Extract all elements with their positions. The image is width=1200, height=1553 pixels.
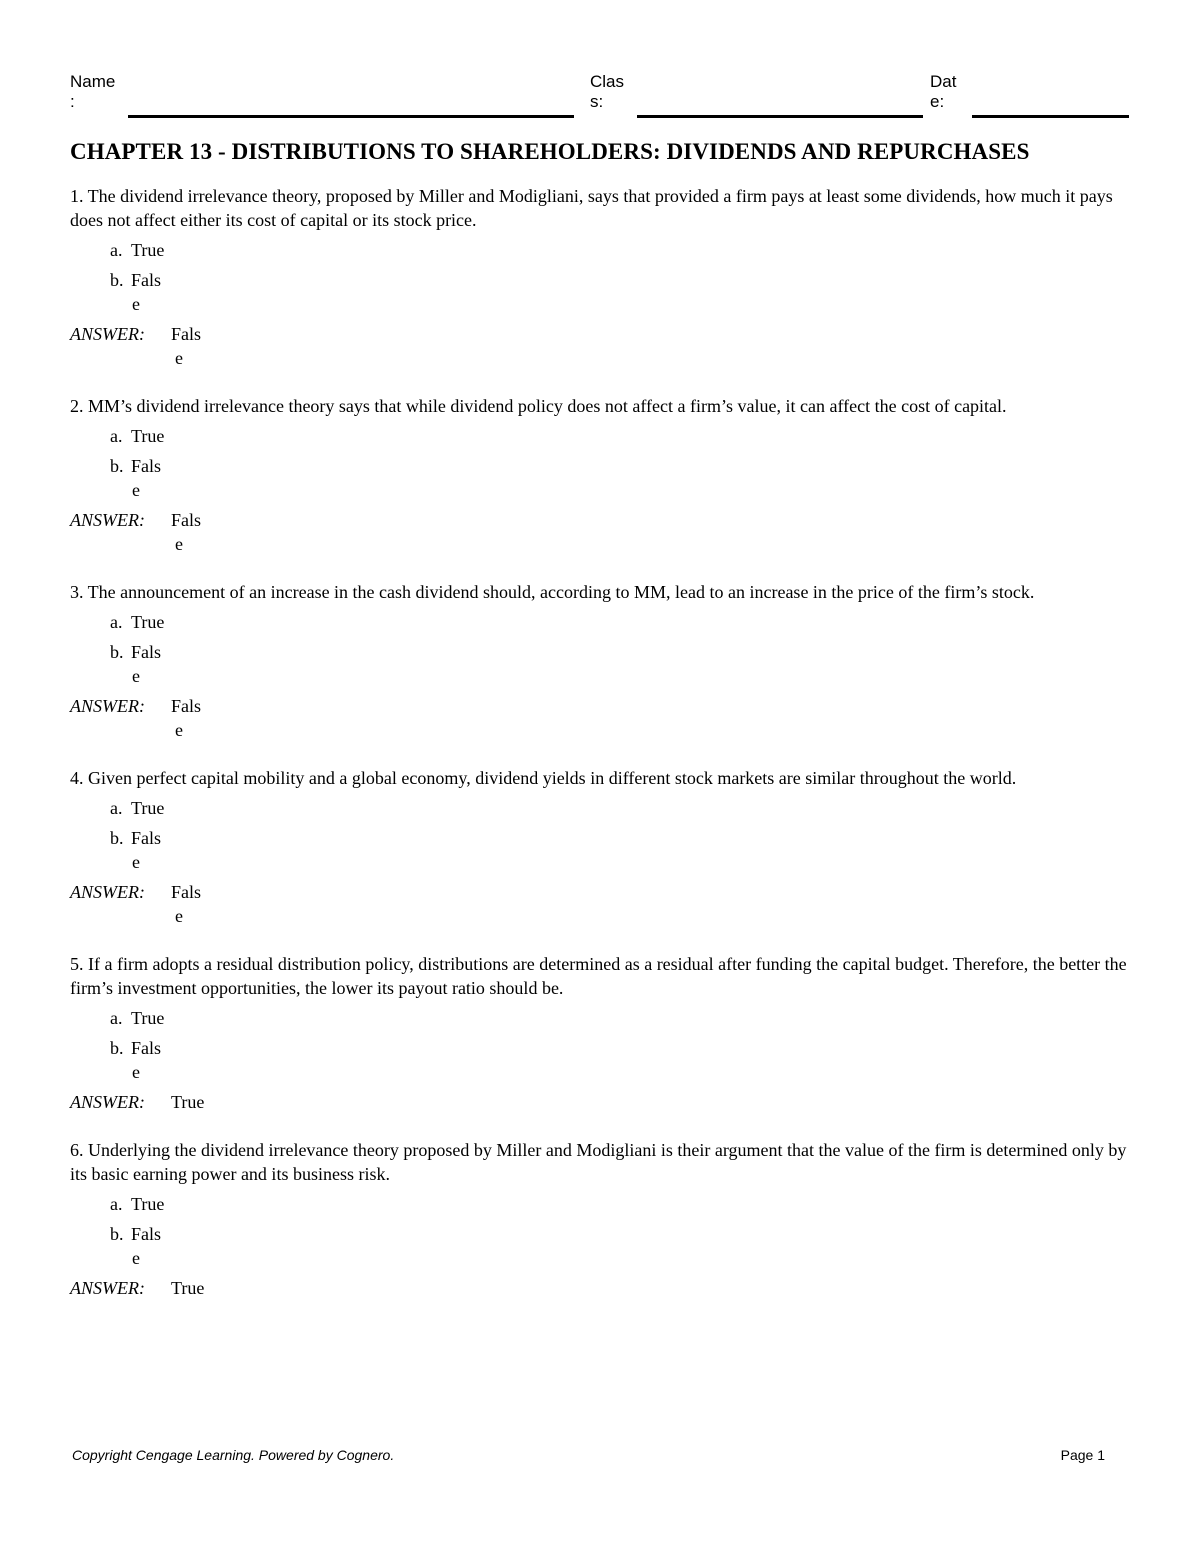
option-b-text: Fals bbox=[131, 828, 162, 848]
answer-label: ANSWER: bbox=[70, 1278, 145, 1298]
option-b-text-wrap: e bbox=[132, 852, 140, 872]
option-b-text: Fals bbox=[131, 642, 162, 662]
question-1 bbox=[70, 184, 1130, 370]
question-text: 2. MM’s dividend irrelevance theory says that while dividend policy does not affect a firm’s value, it can affect the cost of capital. bbox=[70, 396, 1007, 416]
answer-label: ANSWER: bbox=[70, 510, 145, 530]
date-field-label bbox=[930, 72, 956, 112]
answer-value: True bbox=[171, 1092, 205, 1112]
answer-value-wrap: e bbox=[175, 720, 183, 740]
answer-line bbox=[70, 322, 1130, 370]
name-field-label bbox=[70, 72, 115, 112]
question-list bbox=[70, 184, 1130, 1324]
question-5 bbox=[70, 952, 1130, 1114]
date-label-line2: e: bbox=[930, 92, 945, 111]
name-label-line1: Name bbox=[70, 72, 116, 91]
question-text: 3. The announcement of an increase in the cash dividend should, according to MM, lead to an increase in the price of the firm’s stock. bbox=[70, 582, 1035, 602]
answer-line bbox=[70, 880, 1130, 928]
answer-line bbox=[70, 1090, 1130, 1114]
option-a-text: True bbox=[131, 240, 165, 260]
page-number: Page 1 bbox=[1060, 1447, 1105, 1463]
option-a[interactable]: a. True bbox=[110, 612, 165, 632]
answer-label: ANSWER: bbox=[70, 324, 145, 344]
chapter-title: CHAPTER 13 - DISTRIBUTIONS TO SHAREHOLDERS: DIVIDENDS AND REPURCHASES bbox=[70, 139, 1030, 164]
option-b[interactable]: b. Fals e bbox=[110, 642, 162, 686]
answer-value-wrap: e bbox=[175, 534, 183, 554]
answer-label: ANSWER: bbox=[70, 696, 145, 716]
question-2 bbox=[70, 394, 1130, 556]
option-a-text: True bbox=[131, 798, 165, 818]
date-blank-line[interactable] bbox=[972, 115, 1129, 118]
answer-line bbox=[70, 694, 1130, 742]
option-a-text: True bbox=[131, 612, 165, 632]
option-b-text-wrap: e bbox=[132, 480, 140, 500]
option-b[interactable]: b. Fals e bbox=[110, 1038, 162, 1082]
footer-copyright: Copyright Cengage Learning. Powered by Cognero. bbox=[72, 1447, 395, 1463]
answer-value: True bbox=[171, 1278, 205, 1298]
option-b[interactable]: b. Fals e bbox=[110, 270, 162, 314]
option-b[interactable]: b. Fals e bbox=[110, 1224, 162, 1268]
class-label-line1: Clas bbox=[590, 72, 625, 91]
answer-value-wrap: e bbox=[175, 348, 183, 368]
name-label-line2: : bbox=[70, 92, 75, 111]
class-label-line2: s: bbox=[590, 92, 604, 111]
answer-value: Fals bbox=[171, 696, 202, 716]
question-3 bbox=[70, 580, 1130, 742]
option-a-text: True bbox=[131, 426, 165, 446]
option-b[interactable]: b. Fals e bbox=[110, 456, 162, 500]
date-label-line1: Dat bbox=[930, 72, 957, 91]
option-b-text: Fals bbox=[131, 1224, 162, 1244]
question-text: 1. The dividend irrelevance theory, proposed by Miller and Modigliani, says that provided a firm pays at least some dividends, how much it pays does not affect either its cost of capital or its stock price. bbox=[70, 186, 1113, 230]
answer-value: Fals bbox=[171, 324, 202, 344]
answer-value: Fals bbox=[171, 882, 202, 902]
option-b-text: Fals bbox=[131, 1038, 162, 1058]
answer-value-wrap: e bbox=[175, 906, 183, 926]
option-a[interactable]: a. True bbox=[110, 798, 165, 818]
question-text: 6. Underlying the dividend irrelevance theory proposed by Miller and Modigliani is their argument that the value of the firm is determined only by its basic earning power and its business risk. bbox=[70, 1140, 1127, 1184]
option-b-text: Fals bbox=[131, 270, 162, 290]
option-b-text-wrap: e bbox=[132, 1062, 140, 1082]
question-text: 4. Given perfect capital mobility and a global economy, dividend yields in different stock markets are similar throughout the world. bbox=[70, 768, 1017, 788]
answer-label: ANSWER: bbox=[70, 882, 145, 902]
option-b-text-wrap: e bbox=[132, 666, 140, 686]
answer-value: Fals bbox=[171, 510, 202, 530]
option-a[interactable]: a. True bbox=[110, 1008, 165, 1028]
option-b-text-wrap: e bbox=[132, 294, 140, 314]
answer-line bbox=[70, 508, 1130, 556]
option-a-text: True bbox=[131, 1194, 165, 1214]
option-b[interactable]: b. Fals e bbox=[110, 828, 162, 872]
question-6 bbox=[70, 1138, 1130, 1300]
option-a-text: True bbox=[131, 1008, 165, 1028]
answer-line bbox=[70, 1276, 1130, 1300]
option-a[interactable]: a. True bbox=[110, 1194, 165, 1214]
name-blank-line[interactable] bbox=[128, 115, 574, 118]
answer-label: ANSWER: bbox=[70, 1092, 145, 1112]
option-b-text-wrap: e bbox=[132, 1248, 140, 1268]
option-a[interactable]: a. True bbox=[110, 240, 165, 260]
question-4 bbox=[70, 766, 1130, 928]
question-text: 5. If a firm adopts a residual distribution policy, distributions are determined as a residual after funding the capital budget. Therefore, the better the firm’s investment opportunities, the lower its payout ratio should be. bbox=[70, 954, 1127, 998]
class-blank-line[interactable] bbox=[637, 115, 923, 118]
option-a[interactable]: a. True bbox=[110, 426, 165, 446]
option-b-text: Fals bbox=[131, 456, 162, 476]
class-field-label bbox=[590, 72, 624, 112]
